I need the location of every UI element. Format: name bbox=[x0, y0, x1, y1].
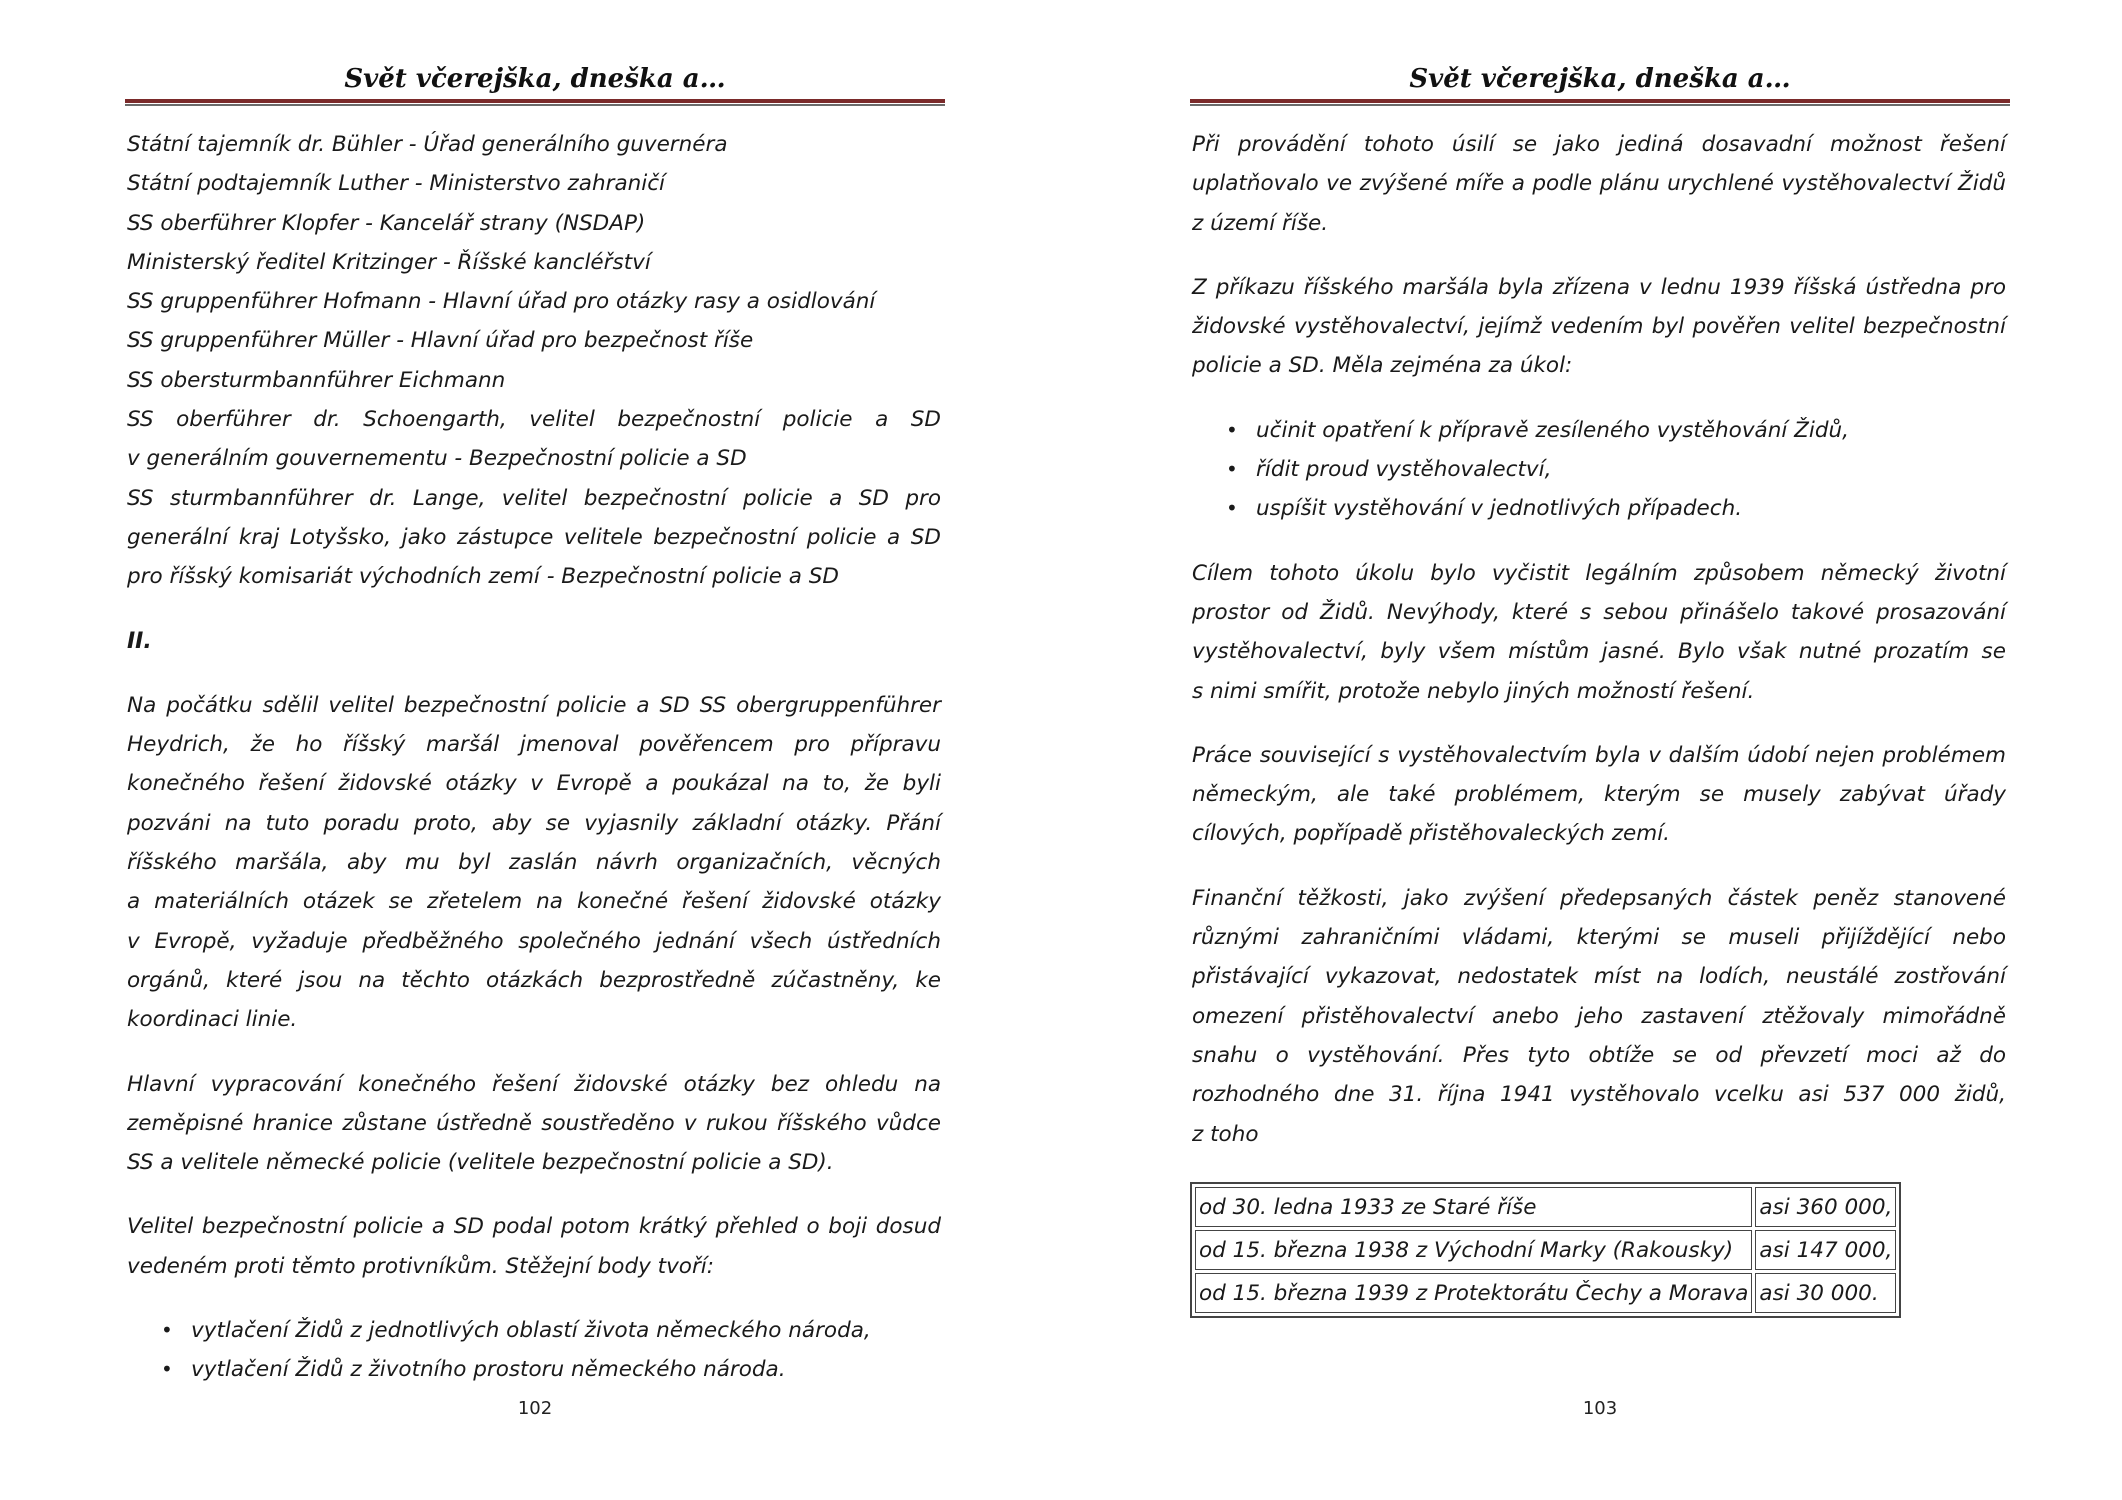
paragraph-line: s nimi smířit, protože nebylo jiných možností řešení. bbox=[1192, 678, 1755, 704]
paragraph-line: různými zahraničními vládami, kterými se museli přijíždějící nebo bbox=[1192, 925, 2006, 951]
paragraph-line: Při provádění tohoto úsilí se jako jediná dosavadní možnost řešení bbox=[1192, 132, 2006, 157]
participant-line: SS obersturmbannführer Eichmann bbox=[127, 367, 506, 393]
paragraph-line: německým, ale také problémem, kterým se musely zabývat úřady bbox=[1192, 782, 2006, 808]
participant-line: SS oberführer dr. Schoengarth, velitel bezpečnostní policie a SD bbox=[127, 407, 941, 433]
header-rule-secondary bbox=[125, 104, 945, 106]
paragraph-line: Velitel bezpečnostní policie a SD podal potom krátký přehled o boji dosud bbox=[127, 1214, 941, 1240]
participant-line: Státní tajemník dr. Bühler - Úřad generálního guvernéra bbox=[127, 132, 728, 157]
table-cell-label: od 15. března 1938 z Východní Marky (Rakousky) bbox=[1195, 1230, 1752, 1270]
table-row bbox=[1195, 1273, 1896, 1313]
paragraph-line: a materiálních otázek se zřetelem na konečné řešení židovské otázky bbox=[127, 889, 941, 915]
paragraph-line: policie a SD. Měla zejména za úkol: bbox=[1192, 353, 1573, 379]
bullet-text: vytlačení Židů z jednotlivých oblastí života německého národa, bbox=[191, 1318, 871, 1344]
header-rule bbox=[1190, 99, 2010, 103]
table-cell-value: asi 30 000. bbox=[1755, 1273, 1896, 1313]
spacer bbox=[127, 1182, 941, 1207]
paragraph-line: konečného řešení židovské otázky v Evropě a poukázal na to, že byli bbox=[127, 771, 941, 797]
bullet-dot-icon: • bbox=[1226, 417, 1238, 442]
participant-line: SS gruppenführer Hofmann - Hlavní úřad pro otázky rasy a osidlování bbox=[127, 289, 876, 315]
paragraph-line: říšského maršála, aby mu byl zaslán návrh organizačních, věcných bbox=[127, 850, 941, 876]
bullet-item bbox=[127, 1311, 941, 1350]
participant-line: Ministerský ředitel Kritzinger - Říšské kancléřství bbox=[127, 249, 651, 275]
header-rule bbox=[125, 99, 945, 103]
paragraph-line: snahu o vystěhování. Přes tyto obtíže se od převzetí moci až do bbox=[1192, 1042, 2006, 1068]
spacer bbox=[1192, 386, 2006, 411]
paragraph-line: pozváni na tuto poradu proto, aby se vyjasnily základní otázky. Přání bbox=[127, 810, 941, 836]
paragraph-line: vedeném proti těmto protivníkům. Stěžejní body tvoří: bbox=[127, 1253, 715, 1279]
bullet-item bbox=[1192, 489, 2006, 528]
bullet-item bbox=[127, 1350, 941, 1389]
bullet-dot-icon: • bbox=[161, 1318, 173, 1343]
paragraph-line: Cílem tohoto úkolu bylo vyčistit legálním způsobem německý životní bbox=[1192, 560, 2006, 586]
paragraph-line: Práce související s vystěhovalectvím byla v dalším údobí nejen problémem bbox=[1192, 742, 2006, 768]
spacer bbox=[127, 597, 941, 622]
spacer bbox=[127, 661, 941, 686]
spacer bbox=[1192, 243, 2006, 268]
bullet-text: vytlačení Židů z životního prostoru německého národa. bbox=[191, 1357, 786, 1383]
running-head: Svět včerejška, dneška a… bbox=[344, 64, 726, 94]
table-cell-label: od 30. ledna 1933 ze Staré říše bbox=[1195, 1187, 1752, 1227]
participant-line: pro říšský komisariát východních zemí - Bezpečnostní policie a SD bbox=[127, 564, 839, 590]
bullet-dot-icon: • bbox=[1226, 457, 1238, 482]
bullet-text: uspíšit vystěhování v jednotlivých případech. bbox=[1256, 496, 1743, 522]
left-page bbox=[125, 0, 945, 1500]
participant-line: SS gruppenführer Müller - Hlavní úřad pro bezpečnost říše bbox=[127, 328, 754, 354]
paragraph-line: židovské vystěhovalectví, jejímž vedením byl pověřen velitel bezpečnostní bbox=[1192, 314, 2006, 340]
bullet-dot-icon: • bbox=[1226, 496, 1238, 521]
bullet-text: učinit opatření k přípravě zesíleného vystěhování Židů, bbox=[1256, 417, 1849, 443]
paragraph-line: SS a velitele německé policie (velitele bezpečnostní policie a SD). bbox=[127, 1150, 834, 1176]
table-row bbox=[1195, 1230, 1896, 1270]
table-cell-value: asi 360 000, bbox=[1755, 1187, 1896, 1227]
paragraph-line: Heydrich, že ho říšský maršál jmenoval pověřencem pro přípravu bbox=[127, 732, 941, 758]
paragraph-line: omezení přistěhovalectví anebo jeho zastavení ztěžovaly mimořádně bbox=[1192, 1003, 2006, 1029]
paragraph-line: z území říše. bbox=[1192, 210, 1329, 236]
page-number: 103 bbox=[1582, 1398, 1618, 1419]
spacer bbox=[1192, 529, 2006, 554]
paragraph-line: koordinaci linie. bbox=[127, 1007, 298, 1033]
participant-line: SS sturmbannführer dr. Lange, velitel bezpečnostní policie a SD pro bbox=[127, 485, 941, 511]
bullet-text: řídit proud vystěhovalectví, bbox=[1256, 457, 1552, 483]
paragraph-line: zeměpisné hranice zůstane ústředně soustředěno v rukou říšského vůdce bbox=[127, 1110, 941, 1136]
section-heading: II. bbox=[127, 628, 152, 654]
page-number: 102 bbox=[517, 1398, 553, 1419]
right-page bbox=[1190, 0, 2010, 1500]
left-body bbox=[127, 125, 941, 1390]
paragraph-line: rozhodného dne 31. října 1941 vystěhovalo vcelku asi 537 000 židů, bbox=[1192, 1082, 2006, 1108]
participant-line: generální kraj Lotyšsko, jako zástupce velitele bezpečnostní policie a SD bbox=[127, 524, 941, 550]
table-cell-value: asi 147 000, bbox=[1755, 1230, 1896, 1270]
bullet-item bbox=[1192, 411, 2006, 450]
header-rule-secondary bbox=[1190, 104, 2010, 106]
table-row bbox=[1195, 1187, 1896, 1227]
paragraph-line: vystěhovalectví, byly všem místům jasné. Bylo však nutné prozatím se bbox=[1192, 639, 2006, 665]
paragraph-line: orgánů, které jsou na těchto otázkách bezprostředně zúčastněny, ke bbox=[127, 967, 941, 993]
paragraph-line: v Evropě, vyžaduje předběžného společného jednání všech ústředních bbox=[127, 928, 941, 954]
bullet-dot-icon: • bbox=[161, 1357, 173, 1382]
paragraph-line: Na počátku sdělil velitel bezpečnostní policie a SD SS obergruppenführer bbox=[127, 692, 941, 718]
paragraph-line: cílových, popřípadě přistěhovaleckých zemí. bbox=[1192, 821, 1671, 847]
paragraph-line: uplatňovalo ve zvýšené míře a podle plánu urychlené vystěhovalectví Židů bbox=[1192, 171, 2006, 197]
emigration-table bbox=[1190, 1182, 1901, 1318]
participant-line: v generálním gouvernementu - Bezpečnostní policie a SD bbox=[127, 446, 747, 472]
paragraph-line: Finanční těžkosti, jako zvýšení předepsaných částek peněz stanovené bbox=[1192, 885, 2006, 911]
spacer bbox=[127, 1286, 941, 1311]
spacer bbox=[127, 1040, 941, 1065]
paragraph-line: Z příkazu říšského maršála byla zřízena v lednu 1939 říšská ústředna pro bbox=[1192, 274, 2006, 300]
paragraph-line: Hlavní vypracování konečného řešení židovské otázky bez ohledu na bbox=[127, 1071, 941, 1097]
participant-line: SS oberführer Klopfer - Kancelář strany (NSDAP) bbox=[127, 210, 646, 236]
paragraph-line: přistávající vykazovat, nedostatek míst na lodích, neustálé zostřování bbox=[1192, 964, 2006, 990]
table-cell-label: od 15. března 1939 z Protektorátu Čechy a Morava bbox=[1195, 1273, 1752, 1313]
spacer bbox=[1192, 854, 2006, 879]
spacer bbox=[1192, 711, 2006, 736]
bullet-item bbox=[1192, 450, 2006, 489]
participant-line: Státní podtajemník Luther - Ministerstvo zahraničí bbox=[127, 171, 666, 197]
paragraph-line: prostor od Židů. Nevýhody, které s sebou přinášelo takové prosazování bbox=[1192, 599, 2006, 625]
running-head: Svět včerejška, dneška a… bbox=[1409, 64, 1791, 94]
right-body bbox=[1192, 125, 2006, 1154]
paragraph-line: z toho bbox=[1192, 1121, 1259, 1147]
